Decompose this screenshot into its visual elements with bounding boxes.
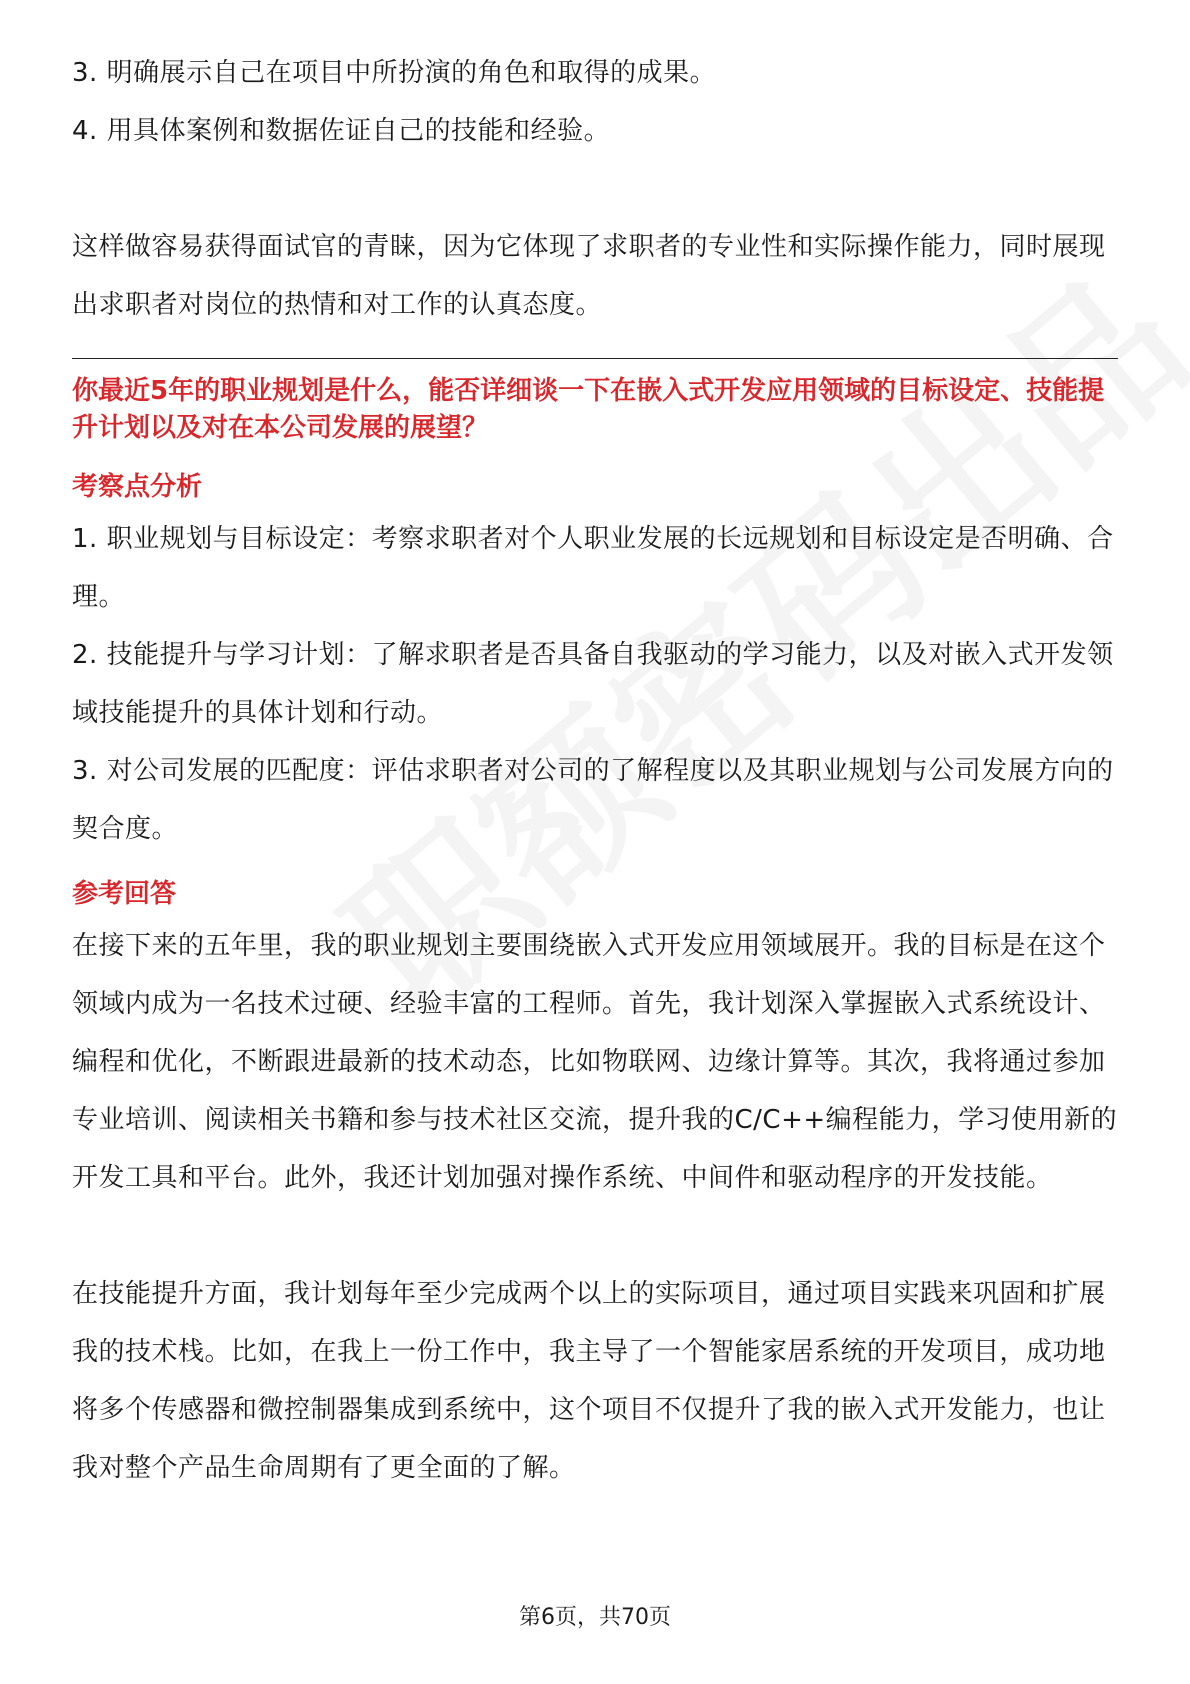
analysis-item: 2. 技能提升与学习计划：了解求职者是否具备自我驱动的学习能力，以及对嵌入式开发领域技能提升的具体计划和行动。 [72,640,1114,728]
page-content [72,44,1118,1497]
analysis-heading: 考察点分析 [72,472,203,502]
answer-paragraph: 在接下来的五年里，我的职业规划主要围绕嵌入式开发应用领域展开。我的目标是在这个领域内成为一名技术过硬、经验丰富的工程师。首先，我计划深入掌握嵌入式系统设计、编程和优化，不断跟进最新的技术动态，比如物联网、边缘计算等。其次，我将通过参加专业培训、阅读相关书籍和参与技术社区交流，提升我的C/C++编程能力，学习使用新的开发工具和平台。此外，我还计划加强对操作系统、中间件和驱动程序的开发技能。 [72,931,1118,1193]
interview-question: 你最近5年的职业规划是什么，能否详细谈一下在嵌入式开发应用领域的目标设定、技能提升计划以及对在本公司发展的展望？ [72,376,1105,443]
analysis-item: 3. 对公司发展的匹配度：评估求职者对公司的了解程度以及其职业规划与公司发展方向的契合度。 [72,756,1114,844]
answer-heading: 参考回答 [72,879,177,909]
intro-list-item: 4. 用具体案例和数据佐证自己的技能和经验。 [72,116,611,146]
paragraph-gap [72,1207,1118,1265]
section-divider [72,358,1118,359]
page-number: 第6页，共70页 [519,1605,671,1630]
analysis-item: 1. 职业规划与目标设定：考察求职者对个人职业发展的长远规划和目标设定是否明确、合理。 [72,524,1114,612]
intro-paragraph: 这样做容易获得面试官的青睐，因为它体现了求职者的专业性和实际操作能力，同时展现出求职者对岗位的热情和对工作的认真态度。 [72,232,1106,320]
intro-list-item: 3. 明确展示自己在项目中所扮演的角色和取得的成果。 [72,58,717,88]
paragraph-gap [72,160,1118,218]
answer-paragraph: 在技能提升方面，我计划每年至少完成两个以上的实际项目，通过项目实践来巩固和扩展我的技术栈。比如，在我上一份工作中，我主导了一个智能家居系统的开发项目，成功地将多个传感器和微控制器集成到系统中，这个项目不仅提升了我的嵌入式开发能力，也让我对整个产品生命周期有了更全面的了解。 [72,1279,1106,1483]
